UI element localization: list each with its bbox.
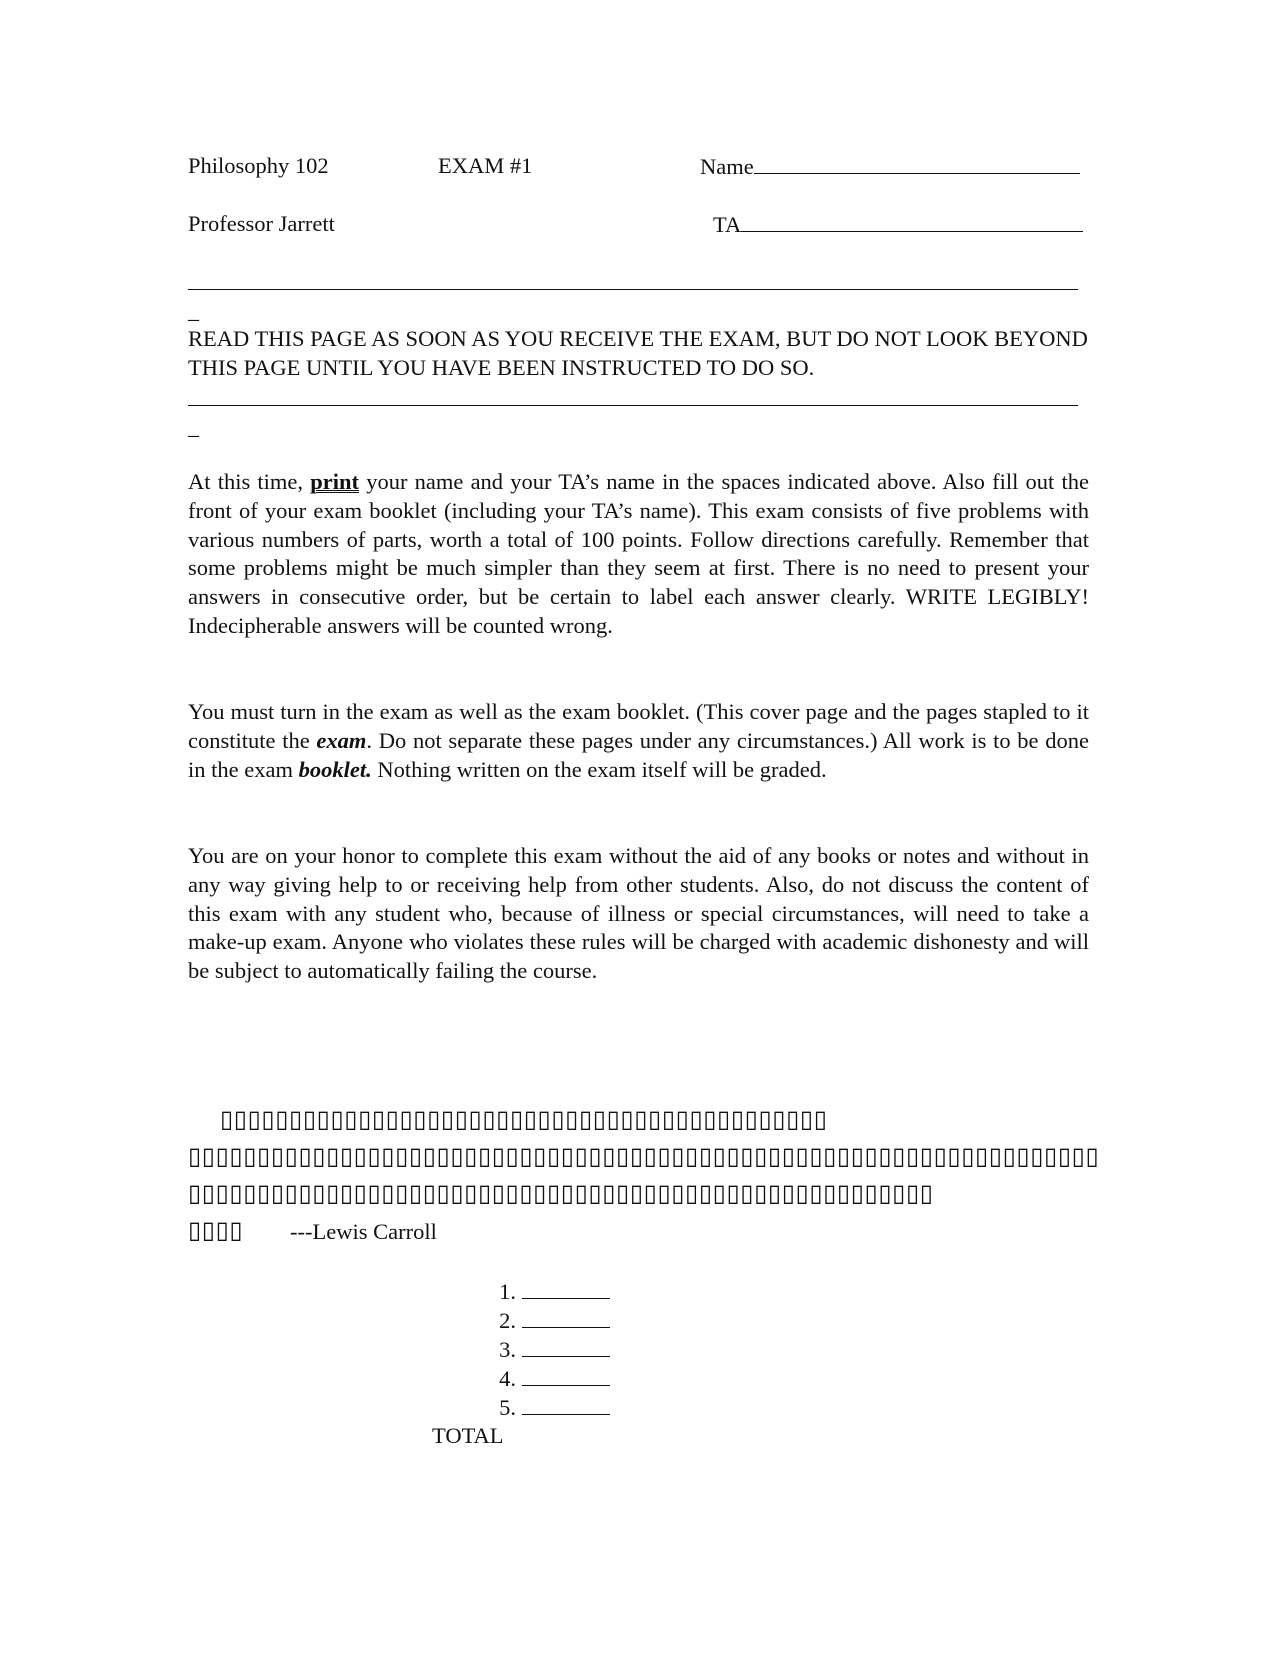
score-number: 5. bbox=[499, 1395, 516, 1420]
score-blank bbox=[522, 1367, 610, 1386]
score-number: 3. bbox=[499, 1337, 516, 1362]
divider-bottom bbox=[188, 405, 1078, 406]
booklet-emphasis: booklet. bbox=[298, 756, 372, 782]
score-number: 2. bbox=[499, 1308, 516, 1333]
score-row bbox=[490, 1396, 610, 1420]
name-blank bbox=[754, 155, 1080, 174]
p2-part-a: You must turn in the exam as well as the exam booklet. (This cover page and the pages stapled to it constitute the bbox=[188, 699, 1089, 753]
instructions-paragraph-2 bbox=[188, 698, 1089, 784]
score-row bbox=[490, 1367, 610, 1391]
divider-bottom-tail: _ bbox=[188, 414, 199, 439]
read-notice: READ THIS PAGE AS SOON AS YOU RECEIVE THE EXAM, BUT DO NOT LOOK BEYOND THIS PAGE UNTIL YOU HAVE BEEN INSTRUCTED TO DO SO. bbox=[188, 326, 1088, 380]
divider-top-tail: _ bbox=[188, 298, 199, 323]
score-row bbox=[490, 1280, 610, 1304]
quote-line-2: ▯▯▯▯▯▯▯▯▯▯▯▯▯▯▯▯▯▯▯▯▯▯▯▯▯▯▯▯▯▯▯▯▯▯▯▯▯▯▯▯▯▯▯▯▯▯▯▯▯▯▯▯▯▯▯▯▯▯▯▯▯▯▯▯▯▯ bbox=[188, 1142, 1100, 1170]
honor-paragraph: You are on your honor to complete this exam without the aid of any books or notes and without in any way giving help to or receiving help from other students. Also, do not discuss the content of this exam with any student who, because of illness or special circumstances, will need to take a make-up exam. Anyone who violates these rules will be charged with academic dishonesty and will be subject to automatically failing the course. bbox=[188, 843, 1089, 984]
ta-field bbox=[713, 213, 1083, 237]
score-blank bbox=[522, 1309, 610, 1328]
name-field bbox=[700, 155, 1080, 179]
course-label: Philosophy 102 bbox=[188, 153, 329, 178]
score-row bbox=[490, 1309, 610, 1333]
ta-label: TA bbox=[713, 212, 742, 237]
divider-top bbox=[188, 289, 1078, 290]
professor-label: Professor Jarrett bbox=[188, 211, 335, 236]
score-blank bbox=[522, 1280, 610, 1299]
p1-rest: your name and your TA’s name in the spaces indicated above. Also fill out the front of your exam booklet (including your TA’s name). This exam consists of five problems with various numbers of parts, worth a total of 100 points. Follow directions carefully. Remember that some problems might be much simpler than they seem at first. There is no need to present your answers in consecutive order, but be certain to label each answer clearly. WRITE LEGIBLY! Indecipherable answers will be counted wrong. bbox=[188, 469, 1089, 638]
p2-part-b: . Do not separate these pages under any circumstances.) All work is to be done in the exam bbox=[188, 727, 1089, 782]
score-number: 4. bbox=[499, 1366, 516, 1391]
p1-lead: At this time, bbox=[188, 469, 311, 494]
quote-attribution: ---Lewis Carroll bbox=[290, 1219, 437, 1244]
score-row bbox=[490, 1338, 610, 1362]
p2-part-c: Nothing written on the exam itself will be graded. bbox=[371, 756, 827, 782]
ta-blank bbox=[741, 213, 1083, 232]
print-emphasis: print bbox=[310, 469, 359, 494]
quote-line-1: ▯▯▯▯▯▯▯▯▯▯▯▯▯▯▯▯▯▯▯▯▯▯▯▯▯▯▯▯▯▯▯▯▯▯▯▯▯▯▯▯▯▯▯▯ bbox=[220, 1105, 828, 1133]
instructions-paragraph-1 bbox=[188, 468, 1089, 641]
score-total-label: TOTAL bbox=[432, 1423, 504, 1448]
exam-title: EXAM #1 bbox=[438, 153, 533, 178]
name-label: Name bbox=[700, 154, 754, 179]
exam-emphasis: exam bbox=[316, 727, 367, 753]
score-number: 1. bbox=[499, 1279, 516, 1304]
score-blank bbox=[522, 1338, 610, 1357]
score-blank bbox=[522, 1396, 610, 1415]
quote-line-3: ▯▯▯▯▯▯▯▯▯▯▯▯▯▯▯▯▯▯▯▯▯▯▯▯▯▯▯▯▯▯▯▯▯▯▯▯▯▯▯▯▯▯▯▯▯▯▯▯▯▯▯▯▯▯ bbox=[188, 1179, 934, 1207]
quote-line-4: ▯▯▯▯ bbox=[188, 1216, 244, 1244]
